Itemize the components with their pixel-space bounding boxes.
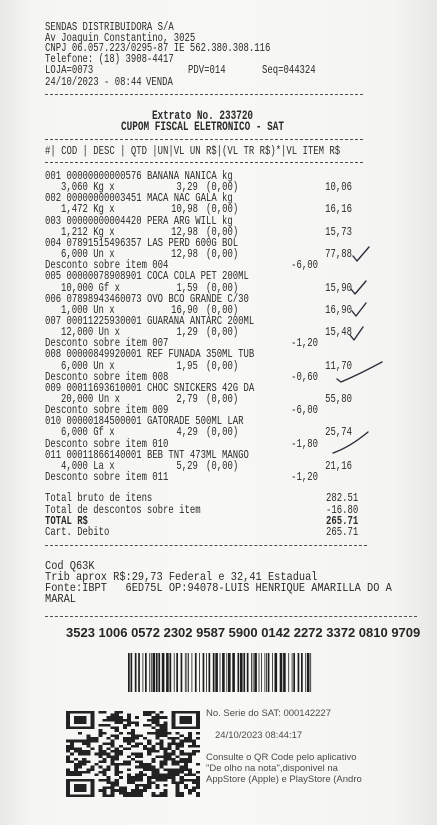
extract-number: Extrato No. 233720 xyxy=(151,108,254,123)
item-unit-price: 5,29 xyxy=(176,458,198,473)
sat-qr-code xyxy=(66,711,200,797)
discount-value: -6,00 xyxy=(291,258,318,273)
item-total: 25,74 xyxy=(325,425,352,440)
company-name: SENDAS DISTRIBUIDORA S/A xyxy=(45,20,174,34)
company-address: Av Joaquin Constantino, 3025 xyxy=(45,31,196,45)
item-code: 07898943460073 xyxy=(66,291,142,306)
item-tax: (0,00) xyxy=(206,247,239,262)
sat-serial: No. Serie do SAT: 000142227 xyxy=(206,708,331,719)
item-tax: (0,00) xyxy=(206,280,239,295)
item-total: 77,88 xyxy=(325,247,352,262)
item-quantity: 1,472 Kg x xyxy=(61,202,115,217)
total-label: TOTAL R$ xyxy=(45,514,88,528)
item-quantity: 1,212 Kg x xyxy=(61,224,115,239)
item-unit-price: 3,29 xyxy=(176,180,198,195)
footer-source-continued: MARAL xyxy=(45,592,76,606)
item-number: 002 xyxy=(45,191,62,206)
item-quantity: 20,000 Un x xyxy=(61,392,121,406)
separator xyxy=(45,162,363,163)
item-tax: (0,00) xyxy=(206,302,239,317)
item-description: LAS PERD 600G BOL xyxy=(146,235,239,250)
handwritten-check-mark xyxy=(351,281,366,294)
company-phone: Telefone: (18) 3908-4417 xyxy=(45,52,174,66)
item-description: PERA ARG WILL kg xyxy=(146,213,233,228)
separator xyxy=(45,545,367,546)
total-gross-value: 282.51 xyxy=(325,491,358,505)
item-code: 00011866140001 xyxy=(66,447,142,462)
item-unit-price: 12,98 xyxy=(171,224,198,239)
item-total: 55,80 xyxy=(325,392,352,406)
item-code: 00000000000576 xyxy=(66,169,142,183)
item-quantity: 6,000 Un x xyxy=(61,358,115,373)
item-code: 00000849920001 xyxy=(66,347,142,362)
item-quantity: 10,000 Gf x xyxy=(61,280,121,295)
discount-label: Desconto sobre item 004 xyxy=(45,258,169,273)
discount-label: Desconto sobre item 008 xyxy=(45,369,169,384)
item-unit-price: 1,59 xyxy=(176,280,198,295)
item-code: 00011693610001 xyxy=(66,380,142,395)
item-unit-price: 2,79 xyxy=(176,392,198,406)
item-unit-price: 1,29 xyxy=(176,325,198,340)
item-number: 010 xyxy=(45,414,62,429)
item-tax: (0,00) xyxy=(206,325,239,340)
total-discount-value: -16.80 xyxy=(325,503,358,517)
handwritten-check-mark xyxy=(352,303,366,316)
item-code: 00000078908901 xyxy=(66,269,142,284)
sat-consult-line-1: Consulte o QR Code pelo aplicativo xyxy=(206,752,357,763)
item-description: MACA NAC GALA kg xyxy=(146,191,233,206)
item-quantity: 3,060 Kg x xyxy=(61,180,115,195)
item-code: 00000000003451 xyxy=(66,191,142,206)
payment-method-label: Cart. Debito xyxy=(45,525,110,539)
item-total: 15,90 xyxy=(325,280,352,295)
sale-type: VENDA xyxy=(146,75,173,89)
payment-method-value: 265.71 xyxy=(325,525,358,539)
company-cnpj-ie: CNPJ 06.057.223/0295-87 IE 562.380.308.116 xyxy=(45,41,271,55)
item-description: OVO BCO GRANDE C/30 xyxy=(146,291,249,306)
discount-value: -0,60 xyxy=(291,369,318,384)
discount-label: Desconto sobre item 009 xyxy=(45,403,169,418)
item-total: 11,70 xyxy=(325,358,352,373)
item-tax: (0,00) xyxy=(206,202,239,217)
item-number: 011 xyxy=(45,447,62,462)
separator xyxy=(45,139,363,140)
item-code: 00000000004420 xyxy=(66,213,142,228)
item-tax: (0,00) xyxy=(206,358,239,373)
item-description: GUARANA ANTARC 200ML xyxy=(146,314,255,328)
item-description: CHOC SNICKERS 42G DA xyxy=(146,380,255,395)
sale-datetime: 24/10/2023 - 08:44 xyxy=(45,75,142,89)
total-value: 265.71 xyxy=(325,514,358,528)
sat-consult-line-2: "De olho na nota",disponivel na xyxy=(206,763,338,774)
discount-value: -1,80 xyxy=(291,436,318,451)
discount-label: Desconto sobre item 010 xyxy=(45,436,169,451)
item-total: 10,06 xyxy=(325,180,352,195)
column-header: #| COD | DESC | QTD |UN|VL UN R$|(VL TR R$)*|VL ITEM R$ xyxy=(45,144,341,158)
item-tax: (0,00) xyxy=(206,224,239,239)
item-number: 001 xyxy=(45,169,62,183)
item-number: 008 xyxy=(45,347,62,362)
footer-code: Cod Q63K xyxy=(45,559,95,573)
access-key: 3523 1006 0572 2302 9587 5900 0142 2272 3372 0810 9709 xyxy=(66,625,421,640)
item-code: 00011225930001 xyxy=(66,314,142,328)
item-description: BEB TNT 473ML MANGO xyxy=(146,447,249,462)
item-description: BANANA NANICA kg xyxy=(146,169,233,183)
item-tax: (0,00) xyxy=(206,392,239,406)
item-total: 15,48 xyxy=(325,325,352,340)
footer-source: Fonte:IBPT 6ED75L OP:94078-LUIS HENRIQUE AMARILLA DO A xyxy=(45,581,392,595)
item-unit-price: 10,98 xyxy=(171,202,198,217)
item-quantity: 1,000 Un x xyxy=(61,302,115,317)
item-description: REF FUNADA 350ML TUB xyxy=(146,347,255,362)
item-quantity: 12,000 Un x xyxy=(61,325,121,340)
extract-title: CUPOM FISCAL ELETRONICO - SAT xyxy=(121,119,284,134)
item-tax: (0,00) xyxy=(206,425,239,440)
footer-tax-info: Trib aprox R$:29,73 Federal e 32,41 Estadual xyxy=(45,570,318,584)
separator xyxy=(45,616,417,617)
item-tax: (0,00) xyxy=(206,458,239,473)
item-quantity: 6,000 Gf x xyxy=(61,425,115,440)
discount-value: -6,00 xyxy=(291,403,318,418)
item-total: 21,16 xyxy=(325,458,352,473)
item-number: 005 xyxy=(45,269,62,284)
item-unit-price: 1,95 xyxy=(176,358,198,373)
item-unit-price: 4,29 xyxy=(176,425,198,440)
item-quantity: 6,000 Un x xyxy=(61,247,115,262)
sat-barcode xyxy=(128,653,312,692)
item-description: COCA COLA PET 200ML xyxy=(146,269,249,284)
item-total: 16,90 xyxy=(325,302,352,317)
total-discount-label: Total de descontos sobre item xyxy=(45,503,201,517)
sequence-number: Seq=044324 xyxy=(262,63,316,77)
separator xyxy=(45,94,363,95)
total-gross-label: Total bruto de itens xyxy=(45,491,153,505)
item-number: 006 xyxy=(45,291,62,306)
item-number: 007 xyxy=(45,314,62,328)
item-total: 16,16 xyxy=(325,202,352,217)
item-tax: (0,00) xyxy=(206,180,239,195)
store-number: LOJA=0073 xyxy=(45,63,94,77)
discount-label: Desconto sobre item 007 xyxy=(45,336,169,351)
item-number: 004 xyxy=(45,235,62,250)
discount-value: -1,20 xyxy=(291,336,318,351)
pdv-number: PDV=014 xyxy=(188,63,226,77)
item-code: 00000184500001 xyxy=(66,414,142,429)
discount-label: Desconto sobre item 011 xyxy=(45,470,169,485)
item-unit-price: 16,90 xyxy=(171,302,198,317)
item-number: 003 xyxy=(45,213,62,228)
item-quantity: 4,000 La x xyxy=(61,458,115,473)
item-total: 15,73 xyxy=(325,224,352,239)
item-description: GATORADE 500ML LAR xyxy=(146,414,244,429)
item-code: 07891515496357 xyxy=(66,235,142,250)
discount-value: -1,20 xyxy=(291,470,318,485)
handwritten-check-mark xyxy=(353,247,369,261)
sat-datetime: 24/10/2023 08:44:17 xyxy=(215,730,303,741)
sat-consult-line-3: AppStore (Apple) e PlayStore (Andro xyxy=(206,774,362,785)
item-number: 009 xyxy=(45,380,62,395)
item-unit-price: 12,98 xyxy=(171,247,198,262)
